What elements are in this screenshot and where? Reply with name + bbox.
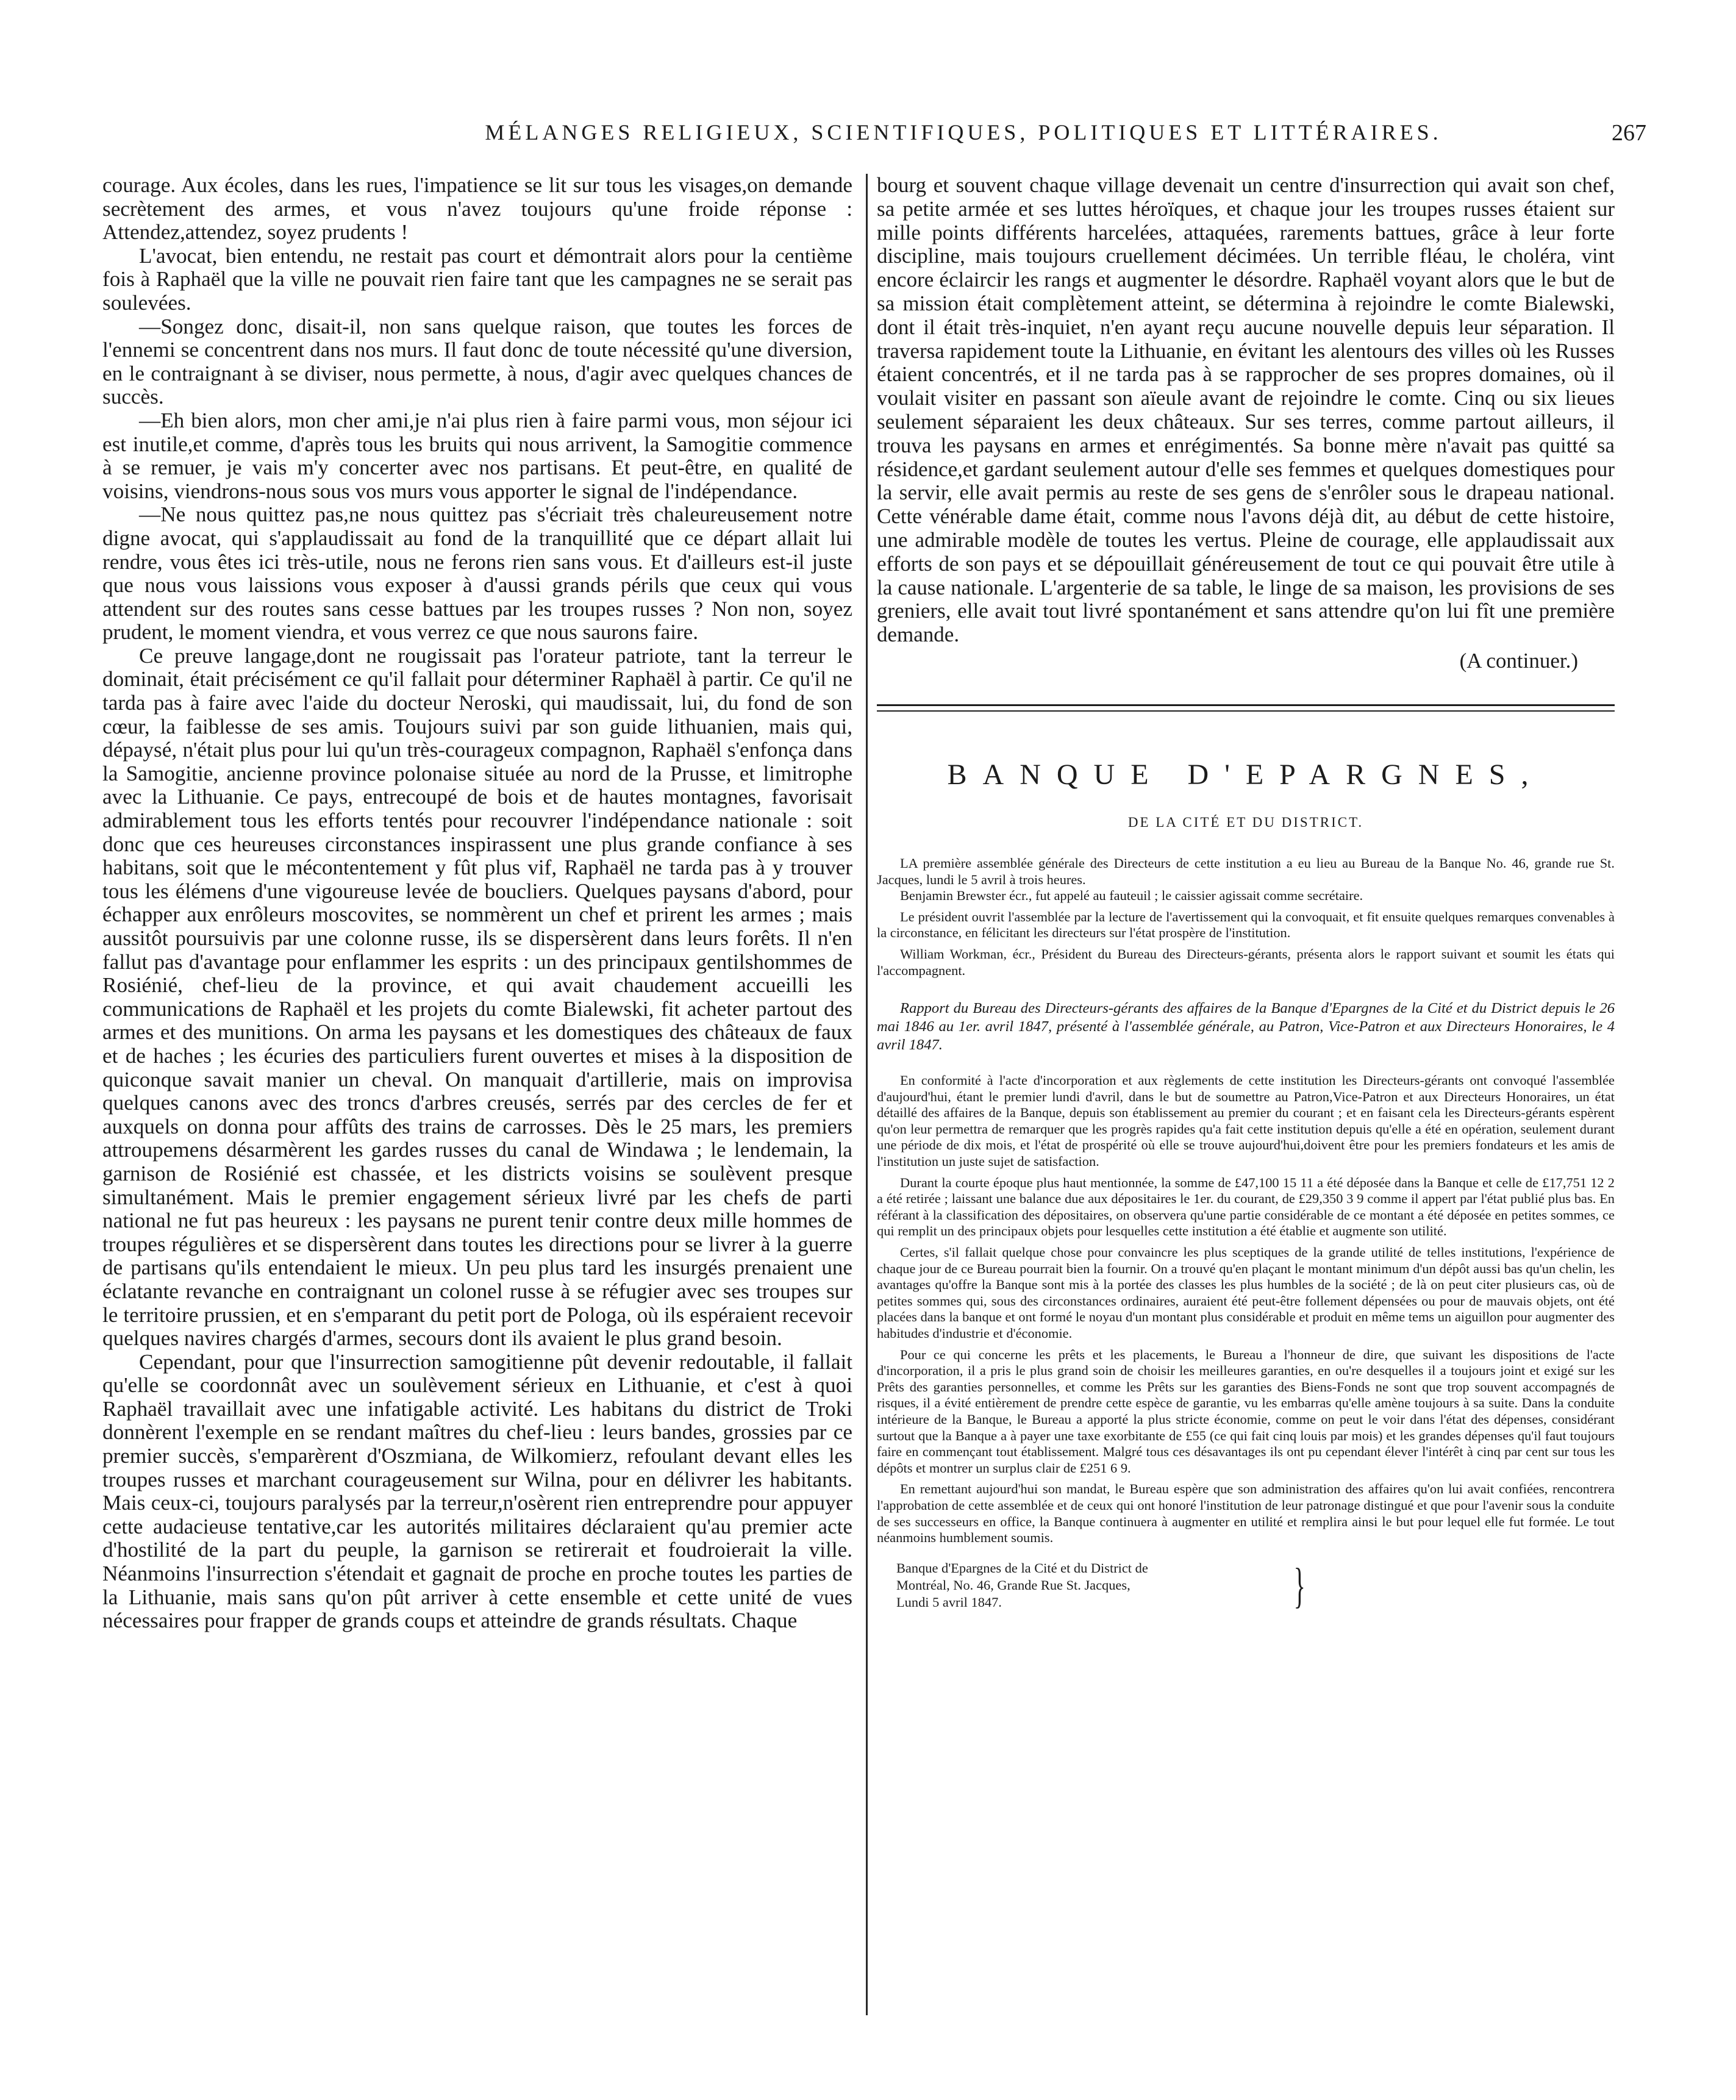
report-body	[877, 1073, 1615, 1546]
report-paragraph: Durant la courte époque plus haut mentionnée, la somme de £47,100 15 11 a été déposée dans la Banque et celle de £17,751 12 2 a été retirée ; laissant une balance due aux dépositaires le 1er. du courant, de £29,350 3 9 comme il appert par l'état publié plus bas. En référant à la classification des dépositaires, on observera qu'une partie considérable de ce montant a été déposée en petites sommes, ce qui remplit un des principaux objets pour lesquelles cette institution a été établie et augmente son utilité.	[877, 1174, 1615, 1239]
signature-line: Banque d'Epargnes de la Cité et du District de	[896, 1560, 1148, 1576]
report-paragraph: En remettant aujourd'hui son mandat, le Bureau espère que son administration des affaires qu'on lui avait confiées, rencontrera l'approbation de cette assemblée et de ceux qui ont honoré l'institution de leur patronage distingué et que pour l'avenir sous la conduite de ses successeurs en office, la Banque continuera à augmenter en utilité et remplira ainsi le but pour lequel elle fut formée. Le tout néanmoins humblement soumis.	[877, 1481, 1615, 1546]
continued-note: (A continuer.)	[1459, 648, 1578, 673]
running-title: MÉLANGES RELIGIEUX, SCIENTIFIQUES, POLITIQUES ET LITTÉRAIRES.	[485, 120, 1442, 145]
report-signature	[884, 1560, 1311, 1611]
report-paragraph: Pour ce qui concerne les prêts et les placements, le Bureau a l'honneur de dire, que suivant les dispositions de l'acte d'incorporation, il a pris le plus grand soin de choisir les meilleures garanties, en ou're desquelles il a toujours joint et exigé sur les Prêts des garanties personnelles, et comme les Prêts sur les garanties des Biens-Fonds ne sont que trop souvent accompagnés de risques, il a évité entièrement de prendre cette espèce de garantie, vu les embarras qu'elle amène toujours à sa suite. Dans la conduite intérieure de la Banque, le Bureau a apporté la plus stricte économie, comme on peut le voir dans l'état des dépenses, considérant surtout que la Banque a à payer une taxe exorbitante de £55 (ce qui fait cinq louis par mois) et les grandes dépenses qu'il faut toujours faire en commençant tout établissement. Malgré tous ces désavantages ils ont pu cependant élever l'intérêt à cinq par cent sur tous les dépôts et montrer un surplus clair de £251 6 9.	[877, 1346, 1615, 1476]
meeting-minutes	[877, 855, 1615, 979]
article-paragraph: L'avocat, bien entendu, ne restait pas court et démontrait alors pour la centième fois à Raphaël que la ville ne pouvait rien faire tant que les campagnes ne se serait pas soulevées.	[102, 243, 852, 315]
left-column	[102, 174, 852, 2024]
article-paragraph: Cependant, pour que l'insurrection samogitienne pût devenir redoutable, il fallait qu'elle se coordonnât avec un soulèvement sérieux en Lithuanie, et c'est à quoi Raphaël travaillait avec une infatigable activité. Les habitans du district de Troki donnèrent l'exemple en se rendant maîtres du chef-lieu : leurs bandes, grossies par ce premier succès, s'emparèrent d'Oszmiana, de Wilkomierz, refoulant devant elles les troupes russes et marchant courageusement sur Wilna, pour en délivrer les habitants. Mais ceux-ci, toujours paralysés par la terreur,n'osèrent rien entreprendre pour appuyer cette audacieuse tentative,car les autorités militaires déclaraient qu'au premier acte d'hostilité de la part du peuple, la garnison se retirerait et foudroierait la ville. Néanmoins l'insurrection s'étendait et gagnait de proche en proche toutes les parties de la Lithuanie, mais sans qu'on pût arriver à cette ensemble et cette unité de vues nécessaires pour frapper de grands coups et atteindre de grands résultats. Chaque	[102, 1349, 852, 1633]
page-number: 267	[1612, 120, 1646, 146]
signature-line: Montréal, No. 46, Grande Rue St. Jacques,	[896, 1577, 1131, 1593]
section-rule	[877, 704, 1615, 712]
article-paragraph: —Ne nous quittez pas,ne nous quittez pas s'écriait très chaleureusement notre digne avocat, qui s'applaudissait au fond de la tranquillité que ce départ allait lui rendre, vous êtes ici très-utile, nous ne ferons rien sans vous. Et d'ailleurs est-il juste que nous vous laissions vous exposer à d'aussi grands périls que ceux qui vous attendent sur des routes sans cesse battues par les troupes russes ? Non non, soyez prudent, le moment viendra, et vous verrez ce que nous saurons faire.	[102, 502, 852, 645]
minutes-paragraph: William Workman, écr., Président du Bureau des Directeurs-gérants, présenta alors le rapport suivant et soumit les états qui l'accompagnent.	[877, 946, 1615, 978]
minutes-paragraph: Benjamin Brewster écr., fut appelé au fauteuil ; le caissier agissait comme secrétaire.	[900, 888, 1363, 904]
article-paragraph: —Eh bien alors, mon cher ami,je n'ai plus rien à faire parmi vous, mon séjour ici est inutile,et comme, d'après tous les bruits qui nous arrivent, la Samogitie commence à se remuer, je vais m'y concerter avec nos partisans. Et peut-être, en qualité de voisins, viendrons-nous sous vos murs vous apporter le signal de l'indépendance.	[102, 408, 852, 503]
article-continuation: bourg et souvent chaque village devenait un centre d'insurrection qui avait son chef, sa petite armée et ses luttes héroïques, et chaque jour les troupes russes étaient sur mille points différents harcelées, attaquées, rarements battues, grâce à leur forte discipline, mais toujours cruellement décimées. Un terrible fléau, le choléra, vint encore éclaircir les rangs et augmenter le désordre. Raphaël voyant alors que le but de sa mission était complètement atteint, se détermina à rejoindre le comte Bialewski, dont il était très-inquiet, n'en ayant reçu aucune nouvelle depuis leur séparation. Il traversa rapidement toute la Lithuanie, en évitant les alentours des villes où les Russes étaient concentrés, et il ne tarda pas à se rapprocher de ses propres domaines, où il voulait visiter en passant son aïeule avant de rejoindre le comte. Cinq ou six lieues seulement séparaient les deux châteaux. Sur ses terres, comme partout ailleurs, il trouva les paysans en armes et enrégimentés. Sa bonne mère n'avait pas quitté sa résidence,et gardant seulement autour d'elle ses femmes et quelques domestiques pour la servir, elle avait permis au reste de ses gens de s'enrôler sous le drapeau national. Cette vénérable dame était, comme nous l'avons déjà dit, au début de cette histoire, une admirable modèle de toutes les vertus. Pleine de courage, elle applaudissait aux efforts de son pays et se dépouillait généreusement de tout ce qui pouvait être utile à la cause nationale. L'argenterie de sa table, le linge de sa maison, les provisions de ses greniers, elle avait tout livré spontanément et sans attendre qu'on lui fît une première demande.	[877, 174, 1615, 647]
report-paragraph: Certes, s'il fallait quelque chose pour convaincre les plus sceptiques de la grande utilité de telles institutions, l'expérience de chaque jour de ce Bureau pourrait bien la fournir. On a trouvé qu'en plaçant le montant minimum d'un dépôt aussi bas qu'un chelin, les avantages qu'offre la Banque sont mis à la portée des classes les plus humbles de la société ; de là on peut citer plusieurs cas, où de petites sommes qui, sous des circonstances ordinaires, auraient été peut-être follement dépensées ou pour de mauvais objets, ont été placées dans la banque et ont formé le noyau d'un montant plus considérable et produit en même tems un aiguillon pour augmenter des habitudes d'industrie et d'économie.	[877, 1245, 1615, 1341]
bank-section-subtitle: DE LA CITÉ ET DU DISTRICT.	[1127, 814, 1364, 830]
report-title: Rapport du Bureau des Directeurs-gérants des affaires de la Banque d'Epargnes de la Cité et du District depuis le 26 mai 1846 au 1er. avril 1847, présenté à l'assemblée générale, au Patron, Vice-Patron et aux Directeurs Honoraires, le 4 avril 1847.	[877, 1000, 1615, 1054]
report-paragraph: En conformité à l'acte d'incorporation et aux règlements de cette institution les Directeurs-gérants ont convoqué l'assemblée d'aujourd'hui, étant le premier lundi d'avril, dans le but de soumettre au Patron,Vice-Patron et aux Directeurs Honoraires, un état détaillé des affaires de la Banque, depuis son établissement au premier du courant ; et en faisant cela les Directeurs-gérants espèrent qu'on leur permettra de remarquer que les progrès rapides qu'a fait cette institution depuis qu'elle a été en opération, seulement durant une période de dix mois, et l'état de prospérité où elle se trouve aujourd'hui,doivent être pour les premiers fondateurs et les amis de l'institution un juste sujet de satisfaction.	[877, 1073, 1615, 1170]
right-column	[877, 174, 1615, 2027]
minutes-paragraph: LA première assemblée générale des Directeurs de cette institution a eu lieu au Bureau de la Banque No. 46, grande rue St. Jacques, lundi le 5 avril à trois heures.	[877, 855, 1615, 887]
page-header	[98, 120, 1646, 162]
article-paragraph: Ce preuve langage,dont ne rougissait pas l'orateur patriote, tant la terreur le dominait, était précisément ce qu'il fallait pour déterminer Raphaël à partir. Ce qu'il ne tarda pas à faire avec l'aide du docteur Neroski, qui maudissait, lui, du fond de son cœur, la faiblesse de ses amis. Toujours suivi par son guide lithuanien, mais qui, dépaysé, n'était plus pour lui qu'un très-courageux compagnon, Raphaël s'enfonça dans la Samogitie, ancienne province polonaise située au nord de la Prusse, et limitrophe avec la Lithuanie. Ce pays, entrecoupé de bois et de hautes montagnes, favorisait admirablement tous les efforts tentés pour recouvrer l'indépendance nationale : soit donc que ces heureuses circonstances inspirassent une plus grande confiance à ses habitans, soit que le mécontentement y fût plus vif, Raphaël ne tarda pas à y trouver tous les élémens d'une vigoureuse levée de boucliers. Quelques paysans d'abord, pour échapper aux enrôleurs moscovites, se nommèrent un chef et prirent les armes ; mais aussitôt poursuivis par une colonne russe, ils se dispersèrent dans leurs forêts. Il n'en fallut pas d'avantage pour enflammer les esprits : un des principaux gentilshommes de Rosiénié, chef-lieu de la province, et qui avait chaudement accueilli les communications de Raphaël et les projets du comte Bialewski, fit acheter partout des armes et des munitions. On arma les paysans et les domestiques des châteaux de faux et de haches ; les écuries des particuliers furent ouvertes et mises à la disposition de quiconque savait manier un cheval. On manquait d'artillerie, mais on improvisa quelques canons avec des troncs d'arbres creusés, serrés par des cercles de fer et auxquels on donna pour affûts des trains de carrosses. Dès le 25 mars, les premiers attroupemens désarmèrent les gardes russes du canal de Windawa ; le lendemain, la garnison de Rosiénié est chassée, et les districts voisins se soulèvent presque simultanément. Mais le premier engagement sérieux livré par les chefs de parti national ne fut pas heureux : les paysans ne purent tenir contre deux mille hommes de troupes régulières et se dispersèrent dans toutes les directions pour se livrer à la guerre de partisans qu'ils entendaient le mieux. Un peu plus tard les insurgés prenaient une éclatante revanche en contraignant un colonel russe à se réfugier avec ses troupes sur le territoire prussien, et en s'emparant du petit port de Pologa, où ils espéraient recevoir quelques navires chargés d'armes, secours dont ils avaient le plus grand besoin.	[102, 643, 852, 1351]
article-paragraph: courage. Aux écoles, dans les rues, l'impatience se lit sur tous les visages,on demande secrètement des armes, et vous n'avez toujours qu'une froide réponse : Attendez,attendez, soyez prudents !	[102, 174, 852, 245]
minutes-paragraph: Le président ouvrit l'assemblée par la lecture de l'avertissement qui la convoquait, et fit ensuite quelques remarques convenables à la circonstance, en félicitant les directeurs sur l'état prospère de l'institution.	[877, 909, 1615, 941]
column-divider	[866, 174, 868, 2015]
article-paragraph: —Songez donc, disait-il, non sans quelque raison, que toutes les forces de l'ennemi se concentrent dans nos murs. Il faut donc de toute nécessité qu'une diversion, en le contraignant à se diviser, nous permette, à nous, d'agir avec quelques chances de succès.	[102, 314, 852, 409]
bank-section-title: BANQUE D'EPARGNES,	[947, 758, 1545, 791]
signature-line: Lundi 5 avril 1847.	[896, 1594, 1002, 1610]
signature-brace: }	[1293, 1559, 1306, 1613]
